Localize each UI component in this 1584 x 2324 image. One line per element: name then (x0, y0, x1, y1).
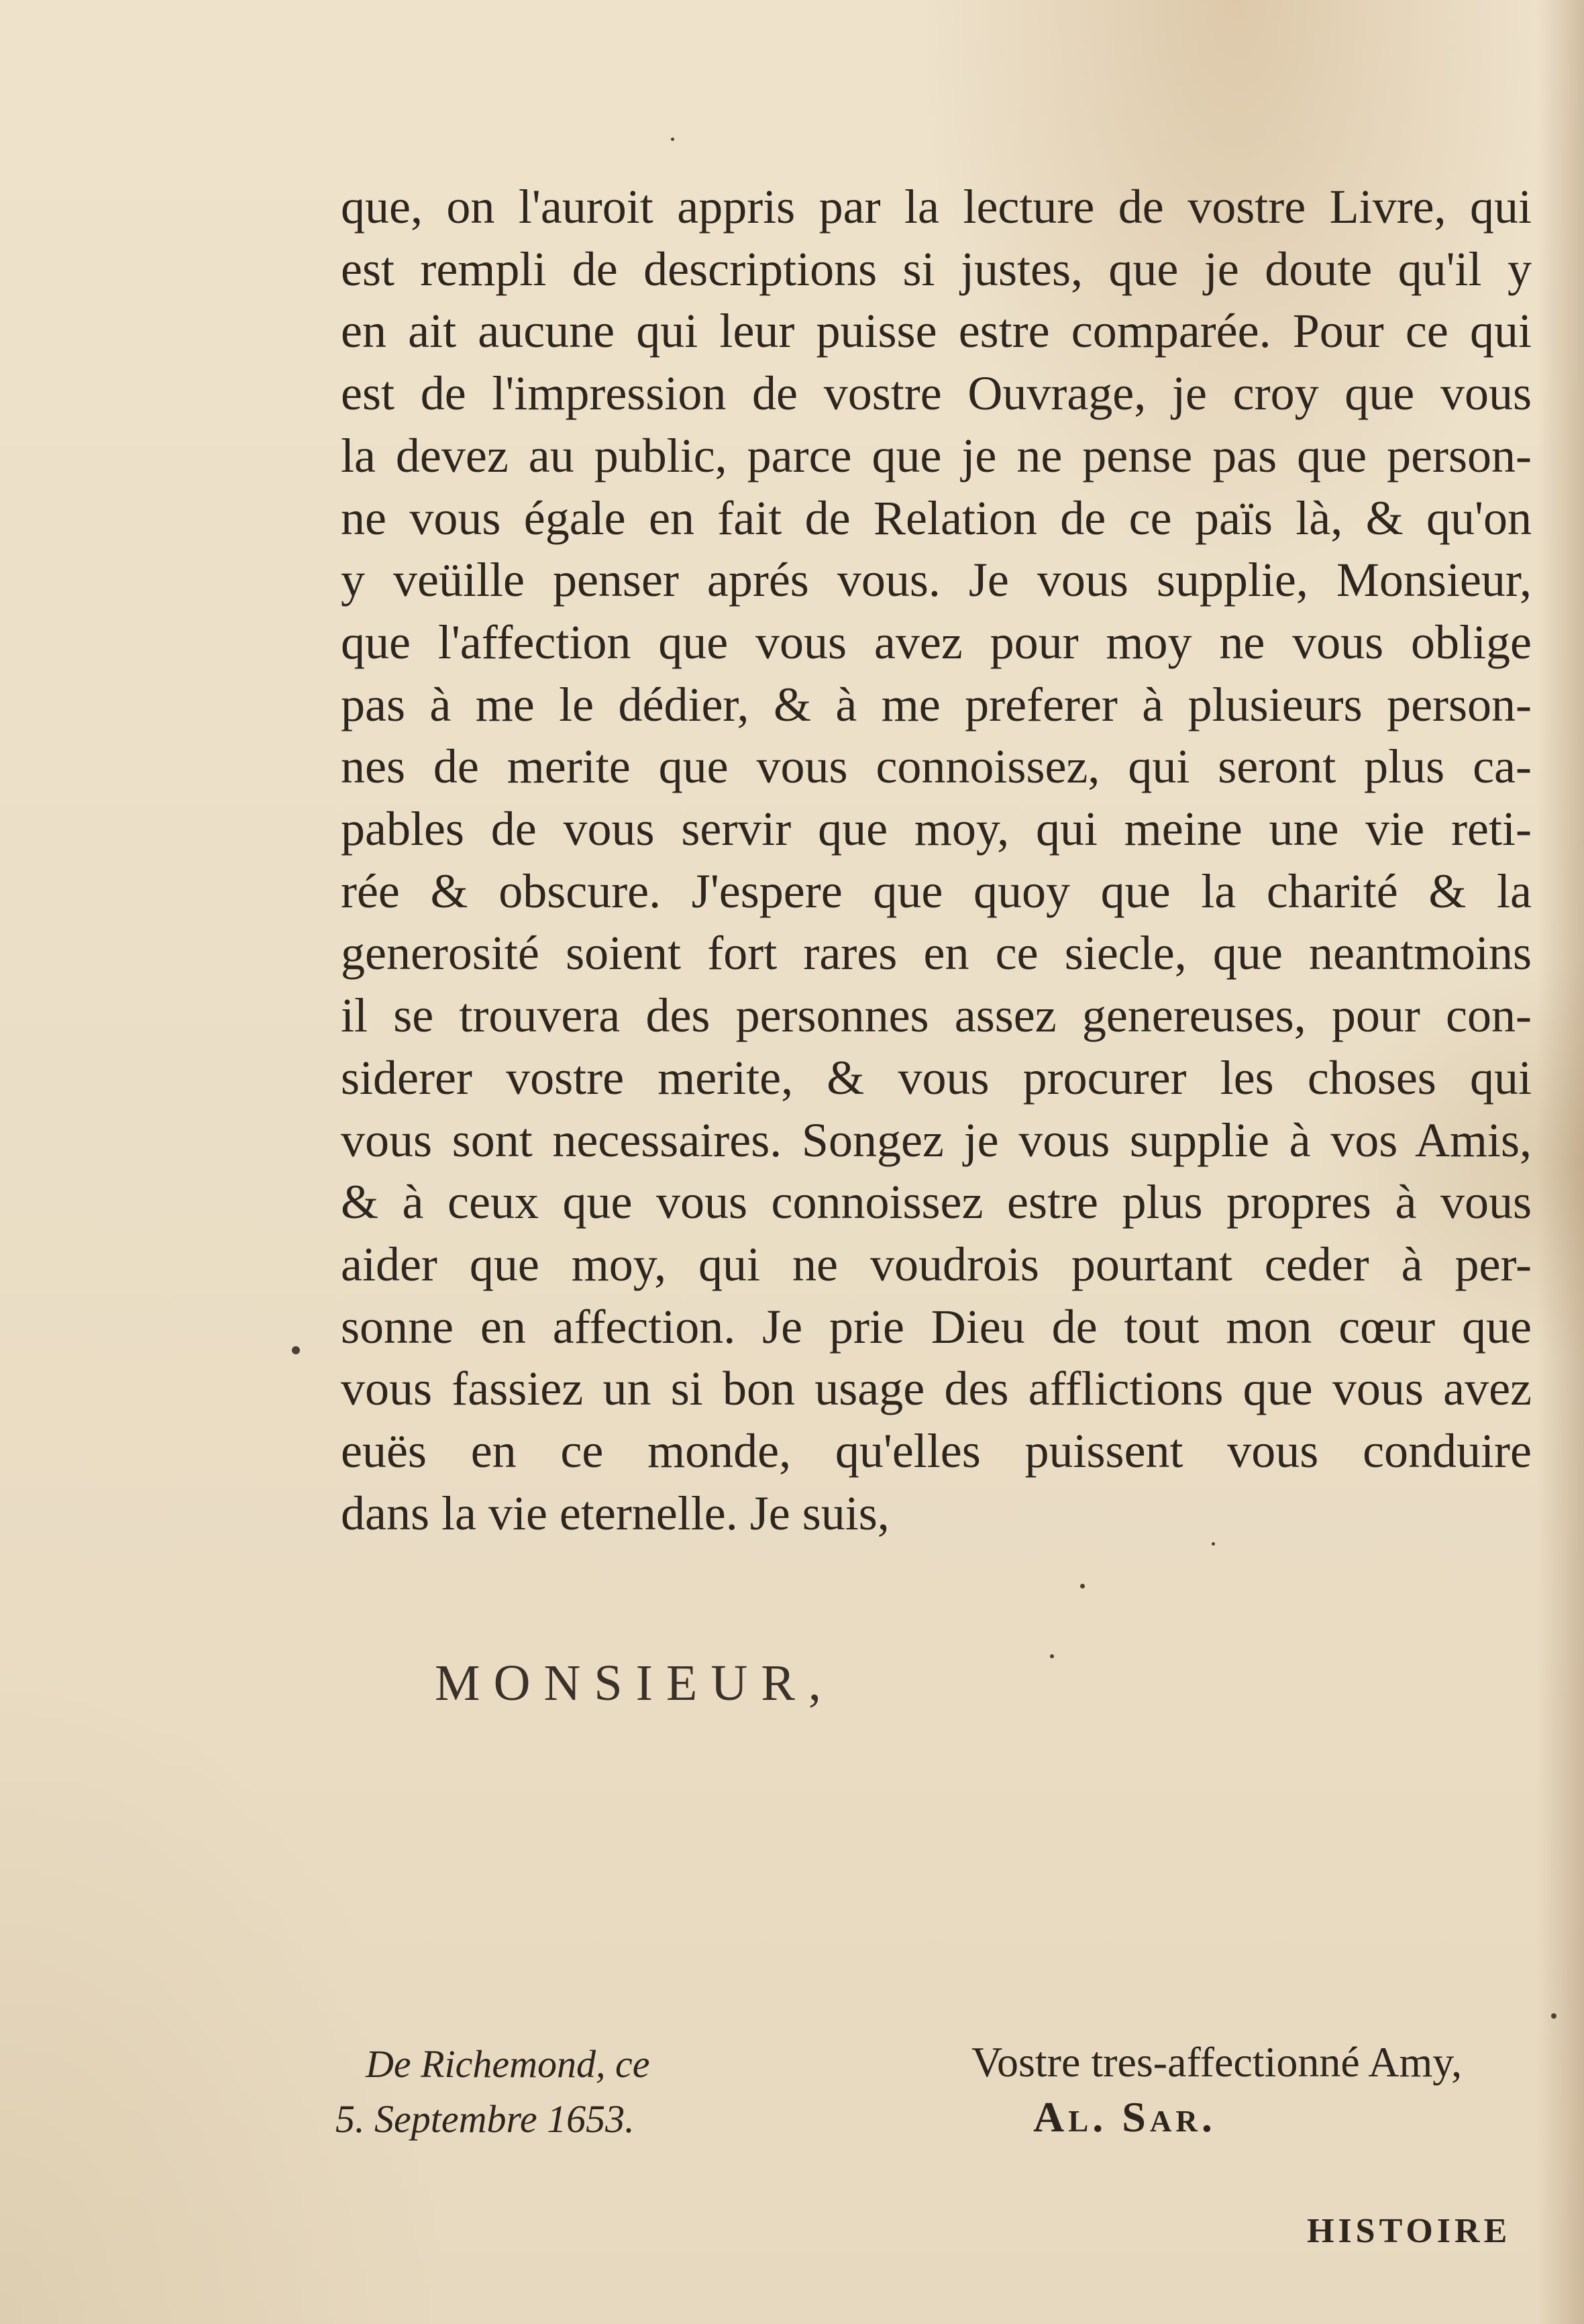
text-line: la devez au public, parce que je ne pense pas que person- (341, 428, 1532, 483)
text-line: il se trouvera des personnes assez genereuses, pour con- (341, 989, 1532, 1043)
ink-speck (671, 138, 674, 141)
text-line: generosité soient fort rares en ce siecle, que neantmoins (341, 926, 1532, 980)
text-line: en ait aucune qui leur puisse estre comparée. Pour ce qui (341, 304, 1532, 358)
text-line: y veüille penser aprés vous. Je vous supplie, Monsieur, (341, 553, 1532, 607)
letter-body (341, 176, 1532, 1544)
text-line: siderer vostre merite, & vous procurer les choses qui (341, 1050, 1532, 1105)
signature: Al. Sar. (1033, 2093, 1216, 2141)
text-line: vous fassiez un si bon usage des afflictions que vous avez (341, 1362, 1532, 1416)
text-line: euës en ce monde, qu'elles puissent vous conduire (341, 1424, 1532, 1478)
text-line: ne vous égale en fait de Relation de ce païs là, & qu'on (341, 491, 1532, 545)
ink-speck (292, 1346, 300, 1354)
page-edge-shadow (1537, 0, 1584, 2324)
place-line: De Richemond, ce (366, 2042, 650, 2086)
text-line: pas à me le dédier, & à me preferer à plusieurs person- (341, 677, 1532, 731)
text-line: dans la vie eternelle. Je suis, (341, 1486, 890, 1540)
text-line: est de l'impression de vostre Ouvrage, je croy que vous (341, 366, 1532, 421)
ink-speck (1080, 1584, 1085, 1588)
text-line: que, on l'auroit appris par la lecture de vostre Livre, qui (341, 180, 1532, 234)
salutation: MONSIEUR, (435, 1655, 835, 1711)
closing-line: Vostre tres-affectionné Amy, (971, 2038, 1463, 2086)
dateline (335, 2037, 650, 2147)
ink-speck (1212, 1542, 1215, 1546)
text-line: est rempli de descriptions si justes, que je doute qu'il y (341, 242, 1532, 296)
ink-speck (1551, 2013, 1556, 2019)
ink-speck (1050, 1654, 1054, 1658)
date-line: 5. Septembre 1653. (335, 2097, 635, 2141)
text-line: nes de merite que vous connoissez, qui seront plus ca- (341, 740, 1532, 794)
text-line: & à ceux que vous connoissez estre plus propres à vous (341, 1175, 1532, 1229)
text-line: que l'affection que vous avez pour moy ne vous oblige (341, 615, 1532, 669)
signature-block (971, 2035, 1462, 2145)
text-line: sonne en affection. Je prie Dieu de tout mon cœur que (341, 1299, 1532, 1354)
text-line: vous sont necessaires. Songez je vous supplie à vos Amis, (341, 1113, 1532, 1167)
text-line: rée & obscure. J'espere que quoy que la charité & la (341, 864, 1532, 918)
text-line: pables de vous servir que moy, qui meine une vie reti- (341, 802, 1532, 856)
catchword: HISTOIRE (1307, 2212, 1512, 2250)
text-line: aider que moy, qui ne voudrois pourtant ceder à per- (341, 1237, 1532, 1291)
